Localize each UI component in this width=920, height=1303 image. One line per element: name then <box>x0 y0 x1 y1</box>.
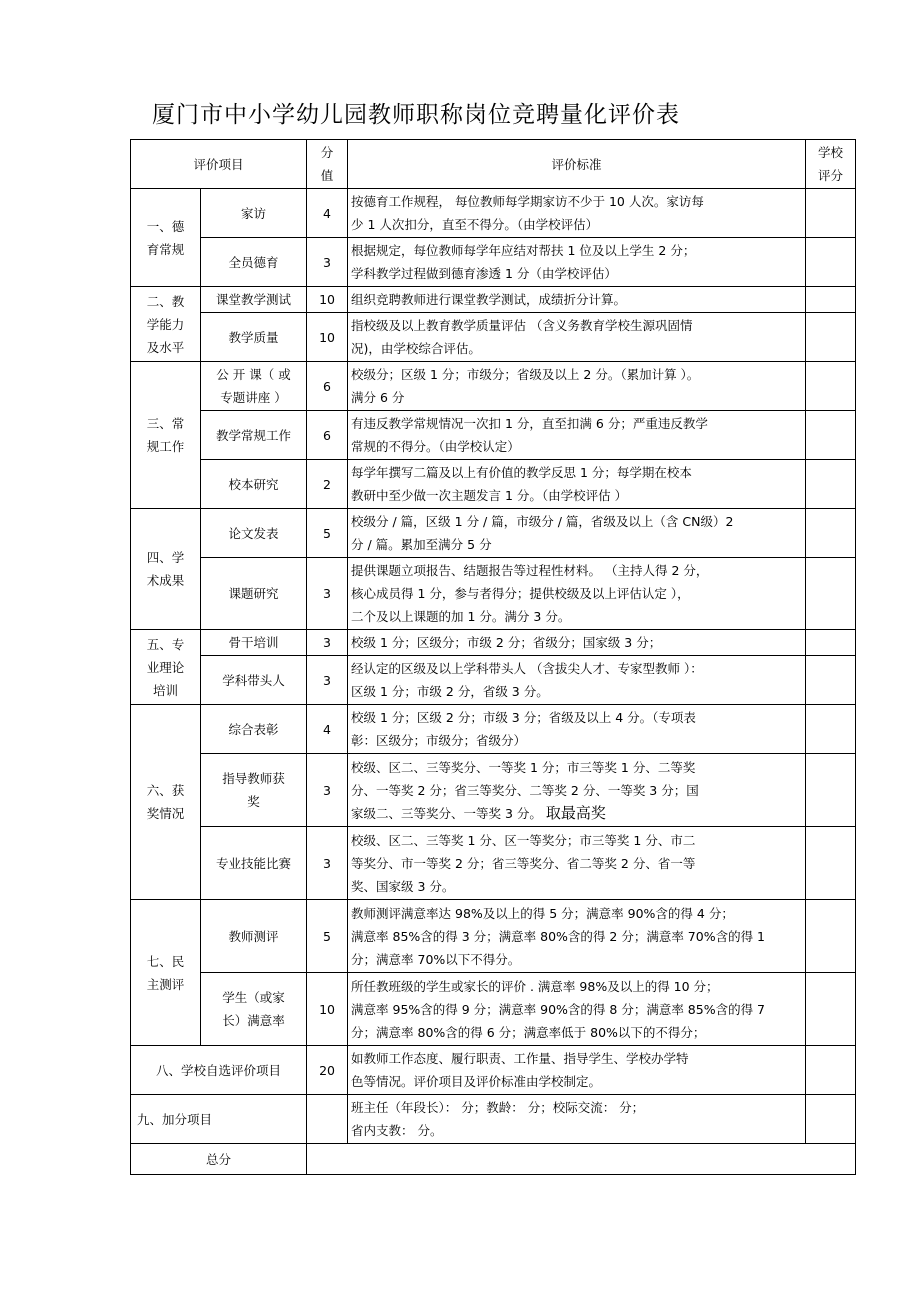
table-row <box>131 1095 856 1144</box>
item-name-line1: 学生（或家 <box>222 990 285 1005</box>
category-5 <box>131 630 201 705</box>
std-line: 有违反教学常规情况一次扣 1 分，直至扣满 6 分；严重违反教学 <box>351 416 708 431</box>
item-name: 专业技能比赛 <box>201 827 307 900</box>
std-line: 二个及以上课题的加 1 分。满分 3 分。 <box>351 609 571 624</box>
std-line: 色等情况。评价项目及评价标准由学校制定。 <box>351 1074 602 1089</box>
std-line: 分、一等奖 2 分；省三等奖分、二等奖 2 分、一等奖 3 分；国 <box>351 782 699 798</box>
std-line: 省内支教： 分。 <box>351 1123 443 1138</box>
item-name-line2: 专题讲座 ） <box>220 390 287 405</box>
total-value-cell[interactable] <box>307 1144 856 1175</box>
std-line: 校级 1 分；区级分；市级 2 分；省级分；国家级 3 分； <box>351 635 662 650</box>
table-row <box>131 460 856 509</box>
category-2 <box>131 287 201 362</box>
std-line: 班主任（年段长）： 分；教龄： 分；校际交流： 分； <box>351 1100 645 1115</box>
category-9: 九、加分项目 <box>131 1095 307 1144</box>
std-line: 奖、国家级 3 分。 <box>351 878 455 894</box>
item-standard <box>348 1095 806 1144</box>
item-name-line2: 长）满意率 <box>222 1013 285 1028</box>
std-line: 组织竞聘教师进行课堂教学测试，成绩折分计算。 <box>351 292 627 307</box>
std-line: 满分 6 分 <box>351 390 405 405</box>
std-line: 核心成员得 1 分，参与者得分；提供校级及以上评估认定 ）， <box>351 586 690 601</box>
std-line: 分；满意率 80%含的得 6 分；满意率低于 80%以下的不得分； <box>351 1024 706 1040</box>
category-3-line2: 规工作 <box>146 439 185 454</box>
school-score-cell[interactable] <box>806 238 856 287</box>
item-name <box>201 754 307 827</box>
item-name: 教学常规工作 <box>201 411 307 460</box>
school-score-cell[interactable] <box>806 827 856 900</box>
std-line: 根据规定，每位教师每学年应结对帮扶 1 位及以上学生 2 分； <box>351 243 696 258</box>
item-score: 3 <box>307 238 348 287</box>
item-name <box>201 973 307 1046</box>
std-line: 按德育工作规程， 每位教师每学期家访不少于 10 人次。家访每 <box>351 194 704 209</box>
header-score <box>307 140 348 189</box>
std-line: 少 1 人次扣分，直至不得分。（由学校评估） <box>351 217 599 232</box>
item-standard <box>348 313 806 362</box>
evaluation-table <box>130 139 856 1175</box>
table-row <box>131 287 856 313</box>
item-standard <box>348 362 806 411</box>
category-1-line2: 育常规 <box>146 241 185 257</box>
item-standard <box>348 189 806 238</box>
item-score: 5 <box>307 900 348 973</box>
category-7 <box>131 900 201 1046</box>
std-line: 等奖分、市一等奖 2 分；省三等奖分、省二等奖 2 分、省一等 <box>351 855 696 871</box>
item-standard <box>348 754 806 827</box>
item-score: 3 <box>307 754 348 827</box>
item-name: 校本研究 <box>201 460 307 509</box>
header-school-score <box>806 140 856 189</box>
std-line: 家级二、三等奖分、一等奖 3 分。 <box>351 805 542 821</box>
std-line: 教师测评满意率达 98%及以上的得 5 分；满意率 90%含的得 4 分； <box>351 905 734 921</box>
item-score: 6 <box>307 362 348 411</box>
std-line: 满意率 95%含的得 9 分；满意率 90%含的得 8 分；满意率 85%含的得 7 <box>351 1001 766 1017</box>
school-score-cell[interactable] <box>806 509 856 558</box>
item-name: 家访 <box>201 189 307 238</box>
school-score-cell[interactable] <box>806 460 856 509</box>
item-standard <box>348 656 806 705</box>
table-row <box>131 313 856 362</box>
item-standard <box>348 973 806 1046</box>
item-score: 20 <box>307 1046 348 1095</box>
table-row <box>131 630 856 656</box>
category-4-line2: 术成果 <box>146 573 185 588</box>
table-row <box>131 973 856 1046</box>
item-score: 10 <box>307 287 348 313</box>
item-score: 3 <box>307 827 348 900</box>
item-name-line1: 指导教师获 <box>222 771 285 786</box>
std-line: 校级分 / 篇，区级 1 分 / 篇，市级分 / 篇，省级及以上（含 CN级）2 <box>351 514 734 529</box>
item-name: 论文发表 <box>201 509 307 558</box>
item-name-line1: 公 开 课（ 或 <box>216 367 291 382</box>
category-2-line2: 学能力 <box>146 316 185 332</box>
item-standard <box>348 509 806 558</box>
item-score: 4 <box>307 705 348 754</box>
item-standard <box>348 238 806 287</box>
school-score-cell[interactable] <box>806 630 856 656</box>
school-score-cell[interactable] <box>806 900 856 973</box>
school-score-cell[interactable] <box>806 411 856 460</box>
table-row <box>131 189 856 238</box>
item-name: 课堂教学测试 <box>201 287 307 313</box>
header-item: 评价项目 <box>131 140 307 189</box>
table-header-row <box>131 140 856 189</box>
table-row <box>131 238 856 287</box>
header-score-line1: 分 <box>320 145 334 160</box>
std-line: 校级 1 分；区级 2 分；市级 3 分；省级及以上 4 分。（专项表 <box>351 710 696 725</box>
category-8: 八、学校自选评价项目 <box>131 1046 307 1095</box>
item-standard <box>348 705 806 754</box>
item-standard <box>348 558 806 630</box>
header-school-line1: 学校 <box>818 145 844 160</box>
category-6-line1: 六、获 <box>146 783 185 798</box>
item-name: 综合表彰 <box>201 705 307 754</box>
header-school-line2: 评分 <box>818 168 844 183</box>
item-name <box>201 362 307 411</box>
std-line: 学科教学过程做到德育渗透 1 分（由学校评估） <box>351 266 617 281</box>
highest-award-note: 取最高奖 <box>545 803 606 822</box>
category-1-line1: 一、德 <box>146 218 185 234</box>
category-2-line3: 及水平 <box>146 339 185 355</box>
std-line: 教研中至少做一次主题发言 1 分。（由学校评估 ） <box>351 488 628 503</box>
std-line: 每学年撰写二篇及以上有价值的教学反思 1 分；每学期在校本 <box>351 465 692 480</box>
std-line: 指校级及以上教育教学质量评估 （含义务教育学校生源巩固情 <box>351 318 693 333</box>
item-score: 2 <box>307 460 348 509</box>
school-score-cell[interactable] <box>806 287 856 313</box>
std-line: 区级 1 分；市级 2 分，省级 3 分。 <box>351 684 549 699</box>
item-score <box>307 1095 348 1144</box>
category-7-line1: 七、民 <box>146 953 185 969</box>
std-line: 如教师工作态度、履行职责、工作量、指导学生、学校办学特 <box>351 1051 689 1066</box>
item-score: 5 <box>307 509 348 558</box>
std-line: 所任教班级的学生或家长的评价 . 满意率 98%及以上的得 10 分； <box>351 978 719 994</box>
item-standard <box>348 827 806 900</box>
item-standard <box>348 287 806 313</box>
std-line: 提供课题立项报告、结题报告等过程性材料。 （主持人得 2 分， <box>351 563 709 578</box>
total-label: 总分 <box>131 1144 307 1175</box>
school-score-cell[interactable] <box>806 1095 856 1144</box>
std-line: 校级、区二、三等奖分、一等奖 1 分；市三等奖 1 分、二等奖 <box>351 759 696 775</box>
table-row <box>131 827 856 900</box>
category-3 <box>131 362 201 509</box>
school-score-cell[interactable] <box>806 656 856 705</box>
category-6-line2: 奖情况 <box>146 806 185 821</box>
item-score: 4 <box>307 189 348 238</box>
item-standard <box>348 460 806 509</box>
category-6 <box>131 705 201 900</box>
item-name: 教学质量 <box>201 313 307 362</box>
item-name: 全员德育 <box>201 238 307 287</box>
item-name-line2: 奖 <box>247 794 260 809</box>
table-row <box>131 411 856 460</box>
item-standard <box>348 900 806 973</box>
item-standard <box>348 411 806 460</box>
item-score: 10 <box>307 313 348 362</box>
std-line: 彰：区级分；市级分；省级分） <box>351 733 527 748</box>
table-row <box>131 558 856 630</box>
header-score-line2: 值 <box>320 168 334 183</box>
item-standard <box>348 630 806 656</box>
school-score-cell[interactable] <box>806 754 856 827</box>
item-score: 3 <box>307 656 348 705</box>
school-score-cell[interactable] <box>806 1046 856 1095</box>
category-3-line1: 三、常 <box>146 416 185 431</box>
item-score: 3 <box>307 630 348 656</box>
table-row <box>131 509 856 558</box>
item-score: 6 <box>307 411 348 460</box>
std-line: 校级、区二、三等奖 1 分、区一等奖分；市三等奖 1 分、市二 <box>351 832 696 848</box>
category-5-line3: 培训 <box>152 682 178 698</box>
std-line: 校级分；区级 1 分；市级分；省级及以上 2 分。（累加计算 ）。 <box>351 367 700 382</box>
std-line: 况)，由学校综合评估。 <box>351 341 481 356</box>
category-5-line2: 业理论 <box>146 659 185 675</box>
table-row <box>131 362 856 411</box>
item-name: 课题研究 <box>201 558 307 630</box>
category-2-line1: 二、教 <box>146 293 185 309</box>
category-4-line1: 四、学 <box>146 550 185 565</box>
std-line: 常规的不得分。（由学校认定） <box>351 439 520 454</box>
school-score-cell[interactable] <box>806 973 856 1046</box>
school-score-cell[interactable] <box>806 313 856 362</box>
table-row <box>131 705 856 754</box>
item-score: 3 <box>307 558 348 630</box>
table-row <box>131 754 856 827</box>
table-row <box>131 1046 856 1095</box>
school-score-cell[interactable] <box>806 189 856 238</box>
category-1 <box>131 189 201 287</box>
item-name: 骨干培训 <box>201 630 307 656</box>
std-line: 满意率 85%含的得 3 分；满意率 80%含的得 2 分；满意率 70%含的得 1 <box>351 928 766 944</box>
std-line: 经认定的区级及以上学科带头人 （含拔尖人才、专家型教师 ）： <box>351 661 703 676</box>
school-score-cell[interactable] <box>806 558 856 630</box>
table-row <box>131 656 856 705</box>
school-score-cell[interactable] <box>806 362 856 411</box>
item-name: 学科带头人 <box>201 656 307 705</box>
header-standard: 评价标准 <box>348 140 806 189</box>
item-score: 10 <box>307 973 348 1046</box>
category-7-line2: 主测评 <box>146 976 185 992</box>
item-standard <box>348 1046 806 1095</box>
std-line: 分；满意率 70%以下不得分。 <box>351 951 521 967</box>
category-4 <box>131 509 201 630</box>
table-row <box>131 900 856 973</box>
school-score-cell[interactable] <box>806 705 856 754</box>
total-row <box>131 1144 856 1175</box>
item-name: 教师测评 <box>201 900 307 973</box>
page-title: 厦门市中小学幼儿园教师职称岗位竞聘量化评价表 <box>152 102 680 128</box>
std-line: 分 / 篇。累加至满分 5 分 <box>351 537 492 552</box>
category-5-line1: 五、专 <box>146 636 185 652</box>
